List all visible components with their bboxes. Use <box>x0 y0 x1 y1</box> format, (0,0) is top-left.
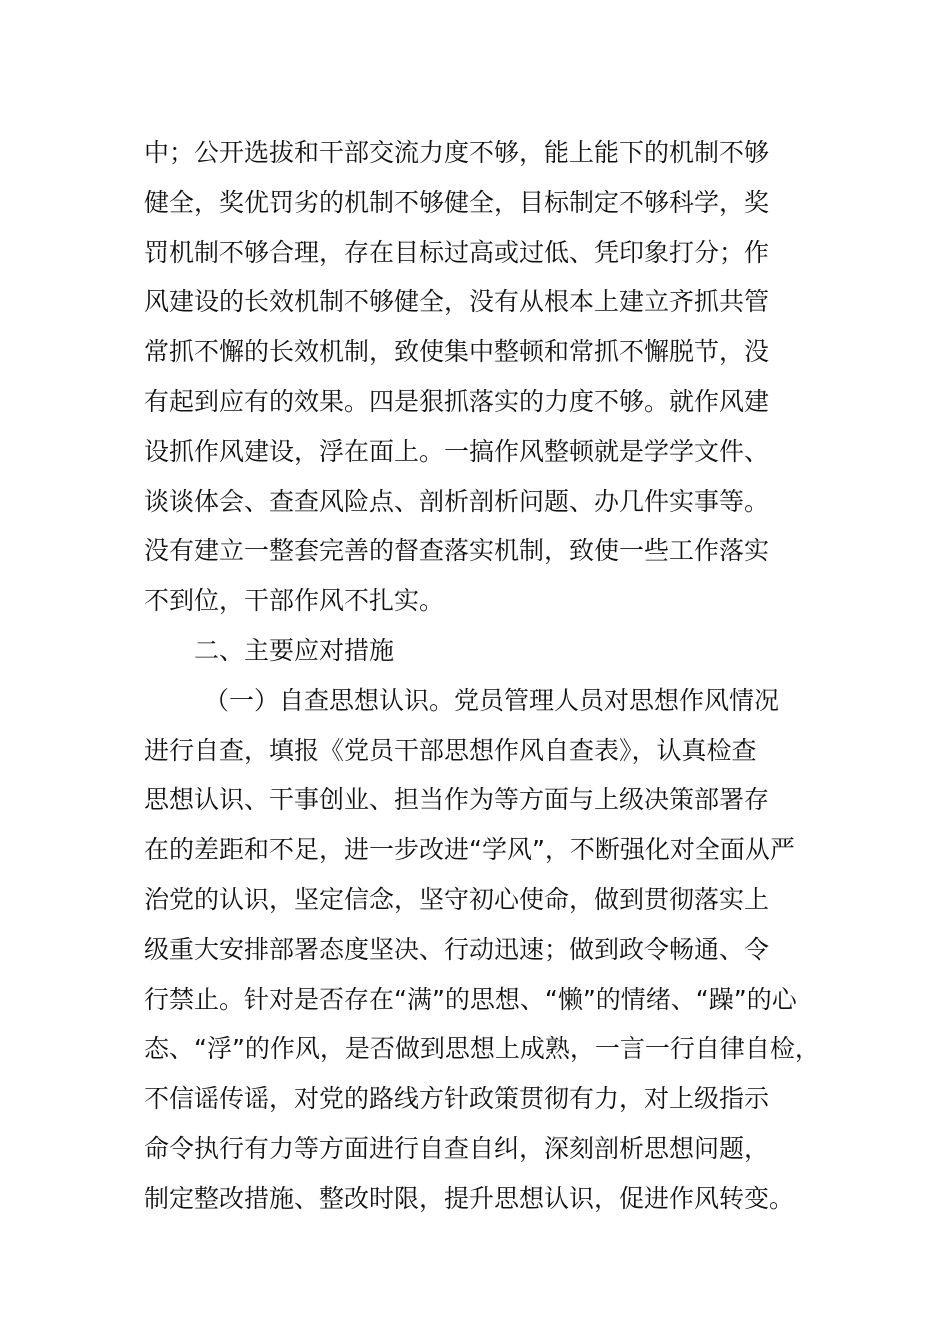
text-line: 中；公开选拔和干部交流力度不够，能上能下的机制不够 <box>144 138 770 167</box>
text-line: 健全，奖优罚劣的机制不够健全，目标制定不够科学，奖 <box>144 187 770 217</box>
section-heading: 二、主要应对措施 <box>194 635 395 665</box>
body-text <box>144 128 834 1224</box>
text-line: 没有建立一整套完善的督查落实机制，致使一些工作落实 <box>144 536 770 566</box>
text-line: 进行自查，填报《党员干部思想作风自查表》，认真检查 <box>144 735 757 765</box>
text-line: 设抓作风建设，浮在面上。一搞作风整顿就是学学文件、 <box>144 436 770 466</box>
text-line: 思想认识、干事创业、担当作为等方面与上级决策部署存 <box>144 785 770 815</box>
text-line: 不到位，干部作风不扎实。 <box>144 586 445 616</box>
text-line: 级重大安排部署态度坚决、行动迅速；做到政令畅通、令 <box>144 934 770 964</box>
text-line: 行禁止。针对是否存在“满”的思想、“懒”的情绪、“躁”的心 <box>144 984 797 1014</box>
text-line: 命令执行有力等方面进行自查自纠，深刻剖析思想问题， <box>144 1133 770 1163</box>
text-line: 不信谣传谣，对党的路线方针政策贯彻有力，对上级指示 <box>144 1084 770 1114</box>
text-line: 谈谈体会、查查风险点、剖析剖析问题、办几件实事等。 <box>144 486 770 516</box>
text-line: 风建设的长效机制不够健全，没有从根本上建立齐抓共管 <box>144 287 770 317</box>
text-line: 常抓不懈的长效机制，致使集中整顿和常抓不懈脱节，没 <box>144 337 770 367</box>
text-line: 罚机制不够合理，存在目标过高或过低、凭印象打分；作 <box>144 237 770 267</box>
subsection-heading: （一）自查思想认识。党员管理人员对思想作风情况 <box>204 685 780 715</box>
text-line: 在的差距和不足，进一步改进“学风”，不断强化对全面从严 <box>144 835 795 865</box>
text-line: 态、“浮”的作风，是否做到思想上成熟，一言一行自律自检， <box>144 1034 820 1064</box>
text-line: 制定整改措施、整改时限，提升思想认识，促进作风转变。 <box>144 1183 795 1213</box>
text-line: 有起到应有的效果。四是狠抓落实的力度不够。就作风建 <box>144 386 770 416</box>
text-line: 治党的认识，坚定信念，坚守初心使命，做到贯彻落实上 <box>144 884 770 914</box>
